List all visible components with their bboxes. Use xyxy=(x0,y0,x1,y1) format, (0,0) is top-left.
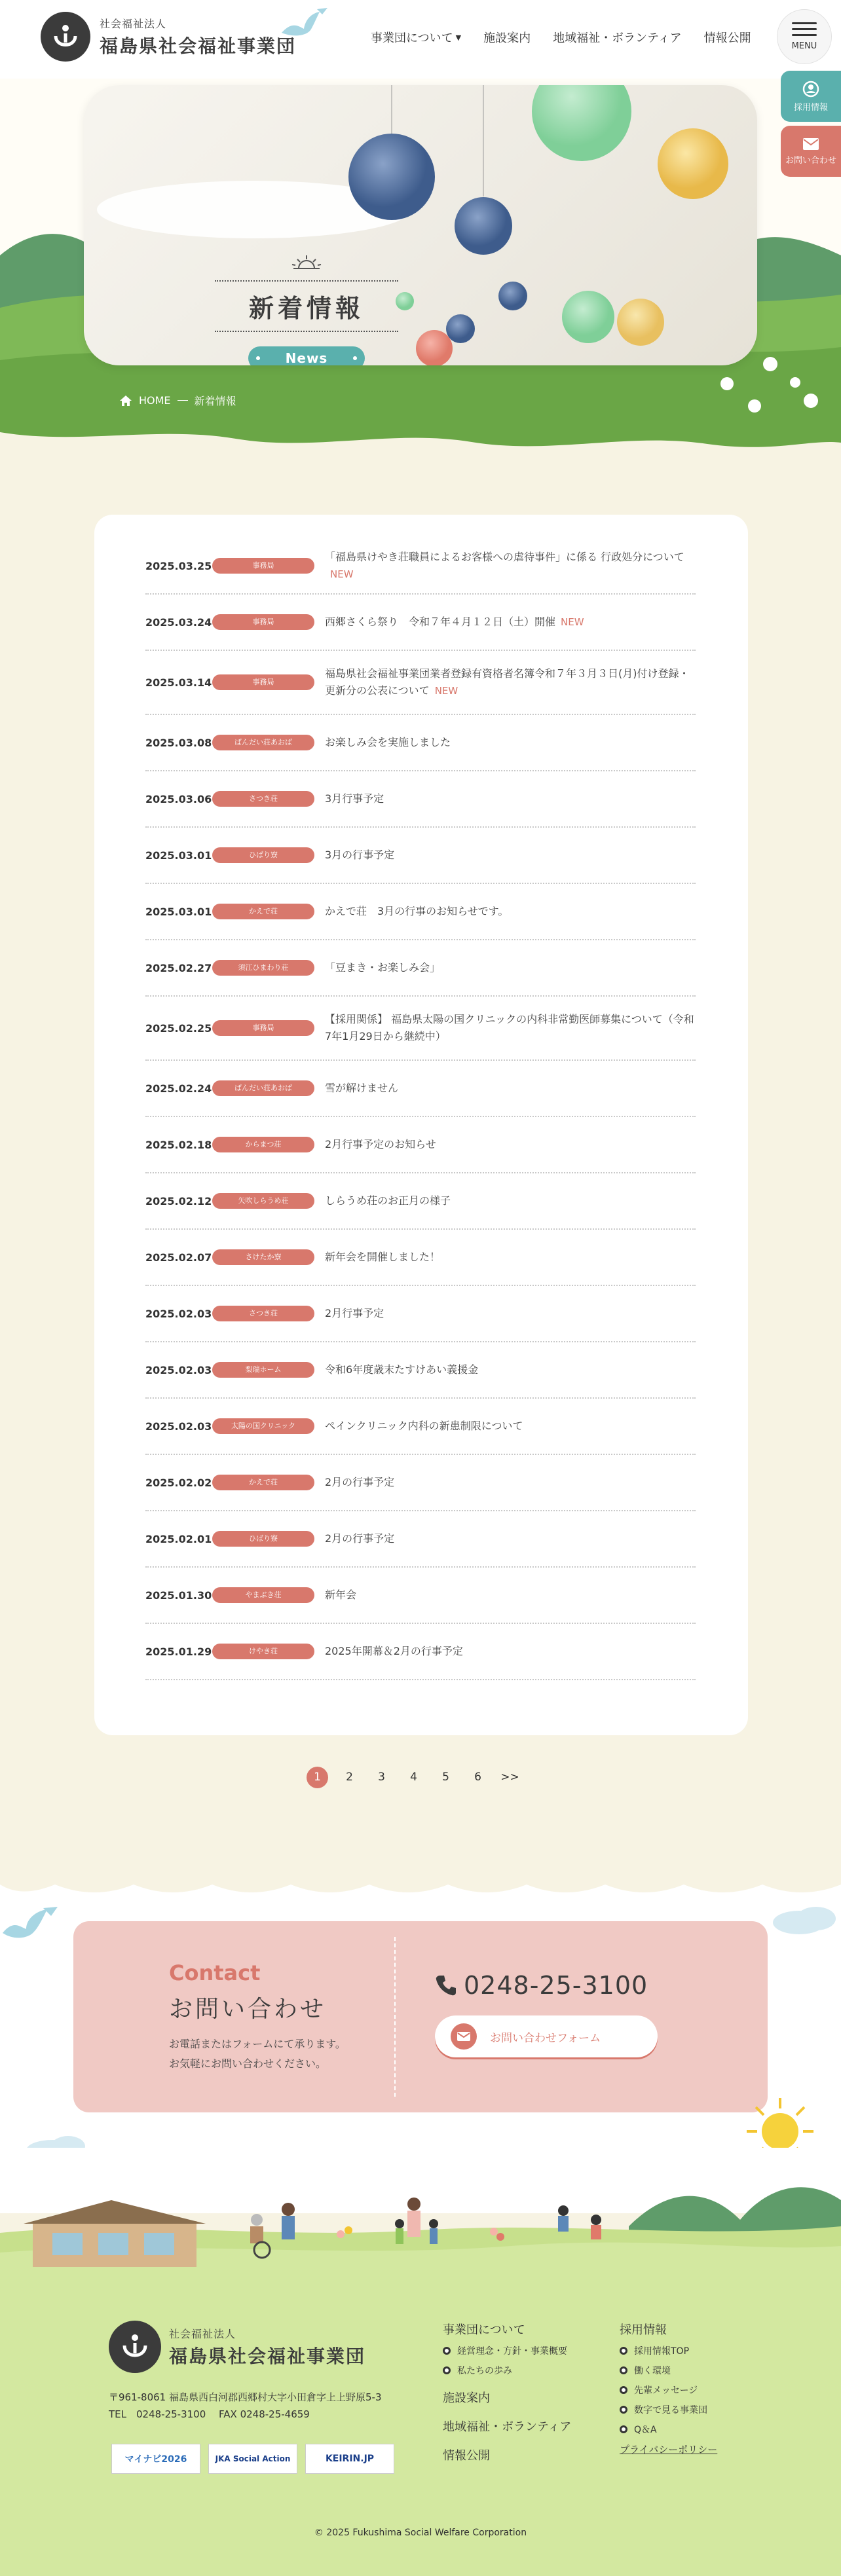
news-row[interactable] xyxy=(145,1455,696,1511)
news-title[interactable] xyxy=(325,1011,696,1046)
news-row[interactable] xyxy=(145,828,696,884)
news-row[interactable] xyxy=(145,1230,696,1286)
footer-nav-community[interactable]: 地域福祉・ボランティア xyxy=(443,2420,572,2434)
footer-logo-main: 福島県社会福祉事業団 xyxy=(169,2345,366,2367)
news-row[interactable] xyxy=(145,1399,696,1455)
contact-card xyxy=(73,1921,768,2112)
news-date: 2025.02.18 xyxy=(145,1138,212,1151)
jka-banner[interactable]: JKA Social Action xyxy=(208,2444,297,2474)
contact-divider xyxy=(394,1937,396,2097)
contact-title-en: Contact xyxy=(169,1960,261,1985)
news-date: 2025.02.25 xyxy=(145,1021,212,1035)
nav-facilities[interactable]: 施設案内 xyxy=(483,31,531,45)
breadcrumb-current: 新着情報 xyxy=(194,395,236,407)
logo-mark-icon xyxy=(109,2321,161,2373)
news-category-badge: けやき荘 xyxy=(212,1644,314,1659)
hero-paper-lanterns-image xyxy=(84,85,757,365)
news-title[interactable] xyxy=(325,1530,696,1547)
search-person-icon xyxy=(802,81,819,98)
news-title-text: かえで荘 3月の行事のお知らせです。 xyxy=(325,904,509,917)
news-row[interactable] xyxy=(145,771,696,828)
news-row[interactable] xyxy=(145,715,696,771)
privacy-policy-link[interactable]: プライバシーポリシー xyxy=(620,2444,718,2456)
news-row[interactable] xyxy=(145,1624,696,1680)
news-category-badge: かえで荘 xyxy=(212,904,314,919)
nav-disclosure[interactable]: 情報公開 xyxy=(703,31,751,45)
news-row[interactable] xyxy=(145,1173,696,1230)
contact-note-line: お気軽にお問い合わせください。 xyxy=(169,2057,327,2070)
home-icon[interactable] xyxy=(119,395,132,407)
news-category-badge: ひばり寮 xyxy=(212,847,314,863)
page-link[interactable]: 5 xyxy=(442,1771,449,1784)
chevron-down-icon: ▼ xyxy=(455,33,462,42)
side-recruit-label: 採用情報 xyxy=(793,102,828,113)
news-title[interactable] xyxy=(325,1305,696,1322)
news-title-text: ペインクリニック内科の新患制限について xyxy=(325,1419,523,1432)
news-title-text: 【採用関係】 福島県太陽の国クリニックの内科非常勤医師募集について（令和7年1月29日から継続中） xyxy=(325,1012,694,1042)
pagination xyxy=(307,1767,521,1788)
contact-form-label: お問い合わせフォーム xyxy=(490,2031,601,2045)
news-title[interactable] xyxy=(325,790,696,807)
news-date: 2025.03.24 xyxy=(145,616,212,629)
footer-nav-link[interactable]: Q＆A xyxy=(620,2423,717,2436)
news-title-text: 2月行事予定のお知らせ xyxy=(325,1137,436,1150)
news-category-badge: ばんだい荘あおば xyxy=(212,1080,314,1096)
news-title-text: 福島県社会福祉事業団業者登録有資格者名簿令和７年３月３日(月)付け登録・更新分の公表について xyxy=(325,667,690,697)
global-nav xyxy=(371,29,751,46)
footer-logo-sub: 社会福祉法人 xyxy=(169,2327,236,2340)
news-date: 2025.02.01 xyxy=(145,1532,212,1545)
hero-label xyxy=(215,254,398,365)
footer-nav-link[interactable]: 私たちの歩み xyxy=(443,2364,572,2377)
news-title[interactable] xyxy=(325,614,696,631)
news-title[interactable] xyxy=(325,1587,696,1604)
bullet-icon xyxy=(443,2347,451,2355)
footer-nav-disclosure[interactable]: 情報公開 xyxy=(443,2449,490,2463)
contact-right xyxy=(435,1971,658,2057)
wave-divider xyxy=(0,1873,841,1899)
menu-label: MENU xyxy=(791,41,817,51)
page-link[interactable]: 1 xyxy=(307,1767,328,1788)
news-title-text: 「福島県けやき荘職員によるお客様への虐待事件」に係る 行政処分について xyxy=(325,550,684,563)
contact-title-jp: お問い合わせ xyxy=(169,1996,327,2023)
news-title[interactable] xyxy=(325,1361,696,1378)
bullet-icon xyxy=(620,2366,627,2374)
page-link[interactable]: 4 xyxy=(410,1771,417,1784)
news-row[interactable] xyxy=(145,595,696,651)
footer-nav-heading[interactable]: 事業団について xyxy=(443,2323,525,2337)
news-title-text: 2月行事予定 xyxy=(325,1306,384,1319)
contact-form-button[interactable] xyxy=(435,2015,658,2057)
news-date: 2025.02.27 xyxy=(145,961,212,974)
contact-phone[interactable] xyxy=(435,1971,658,2000)
footer-logo[interactable] xyxy=(109,2321,365,2373)
footer-nav-link[interactable]: 採用情報TOP xyxy=(620,2344,717,2357)
news-title-text: 3月の行事予定 xyxy=(325,848,395,861)
news-title[interactable] xyxy=(325,847,696,864)
bullet-icon xyxy=(443,2366,451,2374)
next-page-link[interactable]: >> xyxy=(500,1771,519,1784)
news-title[interactable] xyxy=(325,903,696,920)
contact-left xyxy=(169,1960,346,2074)
news-title-text: 雪が解けません xyxy=(325,1081,399,1094)
breadcrumb-home-link[interactable]: HOME xyxy=(139,394,171,407)
news-row[interactable] xyxy=(145,1511,696,1568)
page-link[interactable]: 6 xyxy=(474,1771,481,1784)
mail-icon xyxy=(802,138,819,151)
news-list-card xyxy=(94,515,748,1735)
bullet-icon xyxy=(620,2406,627,2414)
news-title-text: 西郷さくら祭り 令和７年４月１２日（土）開催 xyxy=(325,615,556,628)
side-recruit-button[interactable] xyxy=(781,71,841,122)
news-category-badge: さけたか寮 xyxy=(212,1249,314,1265)
footer-nav-link[interactable]: 先輩メッセージ xyxy=(620,2383,717,2397)
news-title[interactable] xyxy=(325,734,696,751)
hero-image-card xyxy=(84,85,757,365)
news-date: 2025.02.02 xyxy=(145,1476,212,1489)
news-row[interactable] xyxy=(145,997,696,1061)
news-category-badge: 事務局 xyxy=(212,674,314,690)
flower-decoration xyxy=(714,354,825,419)
page-subtitle-pill: News xyxy=(248,346,365,365)
news-row[interactable] xyxy=(145,1117,696,1173)
news-date: 2025.03.01 xyxy=(145,905,212,918)
news-category-badge: 須江ひまわり荘 xyxy=(212,960,314,976)
news-row[interactable] xyxy=(145,884,696,940)
news-title[interactable] xyxy=(325,1418,696,1435)
footer-banners xyxy=(111,2444,394,2474)
news-category-badge: かえで荘 xyxy=(212,1475,314,1490)
breadcrumb-separator xyxy=(178,400,188,401)
news-date: 2025.02.03 xyxy=(145,1420,212,1433)
page-title: 新着情報 xyxy=(215,280,398,332)
footer-nav-facilities[interactable]: 施設案内 xyxy=(443,2391,490,2405)
news-title-text: お楽しみ会を実施しました xyxy=(325,735,451,748)
news-list xyxy=(145,538,696,1680)
phone-icon xyxy=(435,1974,457,1996)
news-title-text: 2月の行事予定 xyxy=(325,1475,395,1488)
new-badge: NEW xyxy=(434,685,458,697)
hamburger-bar xyxy=(792,34,817,36)
news-title-text: 新年会 xyxy=(325,1588,357,1601)
news-title[interactable] xyxy=(325,1643,696,1660)
news-category-badge: からまつ荘 xyxy=(212,1137,314,1152)
bird-decoration-icon xyxy=(279,7,331,46)
news-title[interactable] xyxy=(325,665,696,700)
keirin-banner[interactable]: KEIRIN.JP xyxy=(305,2444,394,2474)
news-title[interactable] xyxy=(325,549,696,583)
news-row[interactable] xyxy=(145,1568,696,1624)
news-category-badge: ばんだい荘あおば xyxy=(212,735,314,750)
page-link[interactable]: 2 xyxy=(346,1771,353,1784)
news-date: 2025.02.12 xyxy=(145,1194,212,1207)
contact-note xyxy=(169,2034,346,2074)
news-title[interactable] xyxy=(325,1192,696,1209)
news-title-text: 2025年開幕＆2月の行事予定 xyxy=(325,1644,463,1657)
news-date: 2025.01.29 xyxy=(145,1645,212,1658)
news-title[interactable] xyxy=(325,1474,696,1491)
news-date: 2025.01.30 xyxy=(145,1589,212,1602)
site-header xyxy=(0,0,841,79)
contact-note-line: お電話またはフォームにて承ります。 xyxy=(169,2038,346,2050)
news-row[interactable] xyxy=(145,651,696,715)
footer-nav-about xyxy=(443,2321,572,2470)
side-contact-label: お問い合わせ xyxy=(785,155,836,166)
nav-community-welfare[interactable]: 地域福祉・ボランティア xyxy=(553,31,682,45)
side-contact-button[interactable] xyxy=(781,126,841,177)
news-title-text: 3月行事予定 xyxy=(325,792,384,805)
mynavi-banner[interactable]: マイナビ2026 xyxy=(111,2444,200,2474)
logo-mark-icon xyxy=(41,12,90,62)
logo-sub-text: 社会福祉法人 xyxy=(100,17,167,30)
page-link[interactable]: 3 xyxy=(378,1771,385,1784)
sunrise-icon xyxy=(290,254,324,271)
hamburger-bar xyxy=(792,28,817,30)
news-row[interactable] xyxy=(145,1342,696,1399)
new-badge: NEW xyxy=(330,568,354,580)
site-logo[interactable] xyxy=(41,12,296,62)
news-row[interactable] xyxy=(145,1061,696,1117)
footer-nav-heading[interactable]: 採用情報 xyxy=(620,2323,667,2337)
bullet-icon xyxy=(620,2425,627,2433)
news-row[interactable] xyxy=(145,1286,696,1342)
news-date: 2025.03.01 xyxy=(145,849,212,862)
nav-about[interactable]: 事業団について ▼ xyxy=(371,31,462,45)
news-date: 2025.02.03 xyxy=(145,1307,212,1320)
footer-nav-recruit xyxy=(620,2321,717,2456)
news-date: 2025.02.03 xyxy=(145,1363,212,1376)
logo-main-text: 福島県社会福祉事業団 xyxy=(100,35,297,57)
footer-address xyxy=(109,2389,382,2423)
footer-nav-link[interactable]: 数字で見る事業団 xyxy=(620,2403,717,2416)
news-date: 2025.03.06 xyxy=(145,792,212,805)
cloud-decoration xyxy=(766,1899,841,1938)
news-category-badge: さつき荘 xyxy=(212,791,314,807)
news-category-badge: 梨瑞ホーム xyxy=(212,1362,314,1378)
news-row[interactable] xyxy=(145,940,696,997)
news-date: 2025.02.07 xyxy=(145,1251,212,1264)
news-date: 2025.02.24 xyxy=(145,1082,212,1095)
news-date: 2025.03.14 xyxy=(145,676,212,689)
news-category-badge: 矢吹しらうめ荘 xyxy=(212,1193,314,1209)
bird-decoration-icon xyxy=(0,1907,72,1959)
menu-button[interactable] xyxy=(777,9,832,64)
bullet-icon xyxy=(620,2347,627,2355)
news-date: 2025.03.08 xyxy=(145,736,212,749)
footer-nav-link[interactable]: 働く環境 xyxy=(620,2364,717,2377)
news-title[interactable] xyxy=(325,1136,696,1153)
breadcrumb xyxy=(119,393,236,408)
contact-phone-number: 0248-25-3100 xyxy=(464,1971,648,2000)
news-category-badge: 事務局 xyxy=(212,558,314,574)
news-title[interactable] xyxy=(325,959,696,976)
news-category-badge: さつき荘 xyxy=(212,1306,314,1321)
news-title-text: 令和6年度歳末たすけあい義援金 xyxy=(325,1363,479,1376)
news-title[interactable] xyxy=(325,1249,696,1266)
news-title[interactable] xyxy=(325,1080,696,1097)
news-category-badge: 事務局 xyxy=(212,1020,314,1036)
news-title-text: しらうめ荘のお正月の様子 xyxy=(325,1194,451,1207)
news-date: 2025.03.25 xyxy=(145,559,212,572)
footer-address-line: 〒961-8061 福島県西白河郡西郷村大字小田倉字上上野原5-3 xyxy=(109,2391,382,2403)
news-title-text: 「豆まき・お楽しみ会」 xyxy=(325,961,441,974)
news-row[interactable] xyxy=(145,538,696,595)
copyright: © 2025 Fukushima Social Welfare Corporation xyxy=(314,2528,527,2538)
footer-tel-line: TEL 0248-25-3100 FAX 0248-25-4659 xyxy=(109,2408,310,2421)
news-title-text: 2月の行事予定 xyxy=(325,1532,395,1545)
news-category-badge: ひばり寮 xyxy=(212,1531,314,1547)
footer-nav-link[interactable]: 経営理念・方針・事業概要 xyxy=(443,2344,572,2357)
hamburger-icon xyxy=(792,22,817,24)
bullet-icon xyxy=(620,2386,627,2394)
news-category-badge: やまぶき荘 xyxy=(212,1587,314,1603)
news-category-badge: 事務局 xyxy=(212,614,314,630)
mail-icon xyxy=(451,2023,477,2050)
news-category-badge: 太陽の国クリニック xyxy=(212,1418,314,1434)
new-badge: NEW xyxy=(561,616,584,628)
news-title-text: 新年会を開催しました！ xyxy=(325,1250,441,1263)
